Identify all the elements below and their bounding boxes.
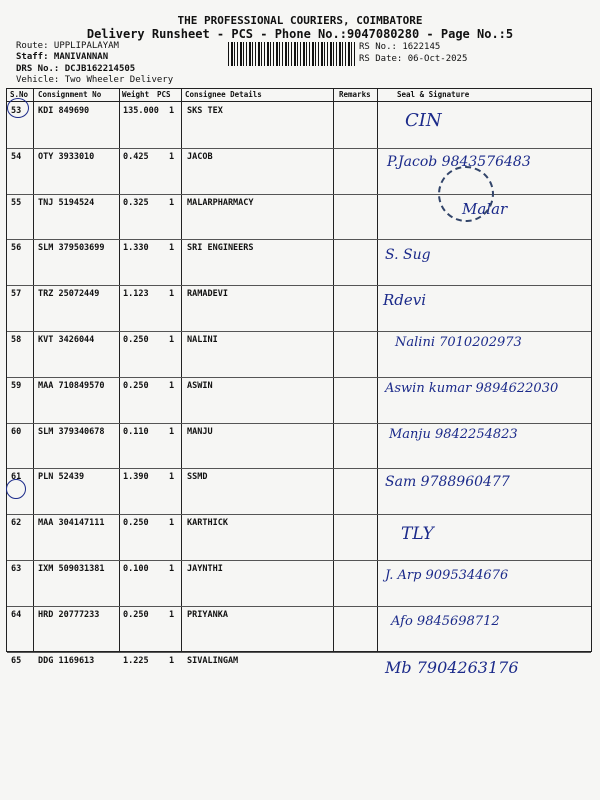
- handwritten-signature: CIN: [405, 110, 442, 131]
- row-weight: 0.100: [123, 564, 149, 574]
- row-consignee: NALINI: [187, 335, 218, 345]
- row-weight: 0.250: [123, 609, 149, 620]
- handwritten-signature: TLY: [401, 524, 434, 545]
- route-label: Route: UPPLIPALAYAM: [16, 41, 119, 51]
- handwritten-signature: S. Sug: [385, 247, 431, 264]
- runsheet-title: Delivery Runsheet - PCS - Phone No.:9047080280 - Page No.:5: [86, 27, 514, 41]
- table-row: [7, 606, 591, 653]
- row-weight: 0.110: [123, 426, 149, 437]
- table-row: [7, 239, 591, 286]
- row-consignee: RAMADEVI: [187, 289, 228, 300]
- row-consignee: PRIYANKA: [187, 609, 228, 620]
- circle-mark: [6, 479, 26, 499]
- table-header: [7, 89, 591, 102]
- row-sno: 60: [11, 426, 22, 437]
- handwritten-signature: Mb 7904263176: [385, 657, 519, 677]
- col-seal: Seal & Signature: [397, 90, 470, 99]
- handwritten-signature: Rdevi: [383, 291, 427, 310]
- table-row: [7, 331, 591, 378]
- col-weight: Weight: [122, 90, 150, 99]
- row-pcs: 1: [169, 335, 175, 345]
- row-pcs: 1: [169, 472, 175, 483]
- row-consignee: SSMD: [187, 472, 208, 483]
- row-weight: 0.250: [123, 518, 149, 529]
- row-consignment: KVT 3426044: [38, 335, 95, 345]
- handwritten-signature: Manju 9842254823: [389, 426, 518, 442]
- row-pcs: 1: [169, 106, 175, 116]
- row-pcs: 1: [169, 518, 175, 529]
- table-row: [7, 560, 591, 607]
- table-row: [7, 652, 591, 698]
- row-consignee: KARTHICK: [187, 518, 228, 529]
- row-weight: 0.425: [123, 151, 149, 162]
- table-row: [7, 194, 591, 241]
- row-pcs: 1: [169, 609, 175, 620]
- row-consignment: SLM 379503699: [38, 243, 105, 254]
- row-consignee: MANJU: [187, 426, 213, 437]
- row-weight: 0.325: [123, 197, 149, 208]
- staff-label: Staff: MANIVANNAN: [16, 52, 109, 62]
- row-weight: 135.000: [123, 106, 159, 116]
- row-weight: 1.330: [123, 243, 149, 254]
- row-consignment: OTY 3933010: [38, 151, 95, 162]
- company-title: THE PROFESSIONAL COURIERS, COIMBATORE: [177, 14, 423, 27]
- col-consignment: Consignment No: [38, 90, 102, 99]
- table-row: [7, 468, 591, 515]
- row-sno: 63: [11, 564, 22, 574]
- row-sno: 54: [11, 151, 22, 162]
- row-pcs: 1: [169, 197, 175, 208]
- row-sno: 65: [11, 655, 22, 666]
- row-pcs: 1: [169, 564, 175, 574]
- table-row: [7, 423, 591, 470]
- table-row: [7, 377, 591, 424]
- row-consignment: PLN 52439: [38, 472, 85, 483]
- row-consignment: HRD 20777233: [38, 609, 100, 620]
- row-consignment: TNJ 5194524: [38, 197, 95, 208]
- table-row: [7, 148, 591, 195]
- row-pcs: 1: [169, 426, 175, 437]
- handwritten-signature: Afo 9845698712: [391, 613, 500, 629]
- runsheet-table: [6, 88, 592, 677]
- row-consignment: MAA 710849570: [38, 380, 105, 391]
- row-consignment: KDI 849690: [38, 106, 90, 116]
- row-pcs: 1: [169, 655, 175, 666]
- row-sno: 59: [11, 380, 22, 391]
- row-weight: 0.250: [123, 380, 149, 391]
- col-remarks: Remarks: [339, 90, 371, 99]
- row-sno: 57: [11, 289, 22, 300]
- row-weight: 0.250: [123, 335, 149, 345]
- row-consignment: IXM 509031381: [38, 564, 105, 574]
- row-sno: 64: [11, 609, 22, 620]
- col-sno: S.No: [10, 90, 29, 99]
- table-row: [7, 285, 591, 332]
- row-sno: 61: [11, 472, 22, 483]
- row-pcs: 1: [169, 243, 175, 254]
- handwritten-signature: Malar: [462, 199, 508, 218]
- row-consignment: TRZ 25072449: [38, 289, 100, 300]
- row-consignment: DDG 1169613: [38, 655, 95, 666]
- row-pcs: 1: [169, 380, 175, 391]
- col-pcs: PCS: [157, 90, 171, 99]
- rs-number: RS No.: 1622145: [359, 42, 441, 52]
- row-consignee: ASWIN: [187, 380, 213, 391]
- row-sno: 53: [11, 106, 22, 116]
- handwritten-signature: Nalini 7010202973: [395, 335, 522, 350]
- barcode: [228, 42, 356, 66]
- handwritten-signature: J. Arp 9095344676: [385, 568, 509, 583]
- vehicle-label: Vehicle: Two Wheeler Delivery: [16, 75, 174, 85]
- rs-date: RS Date: 06-Oct-2025: [359, 54, 468, 64]
- row-consignee: SIVALINGAM: [187, 655, 239, 666]
- row-consignee: MALARPHARMACY: [187, 197, 254, 208]
- col-consignee: Consignee Details: [185, 90, 262, 99]
- drs-label: DRS No.: DCJB162214505: [16, 64, 136, 74]
- row-weight: 1.390: [123, 472, 149, 483]
- row-consignee: SRI ENGINEERS: [187, 243, 254, 254]
- row-consignee: JACOB: [187, 151, 213, 162]
- handwritten-signature: P.Jacob 9843576483: [387, 153, 531, 170]
- table-row: [7, 514, 591, 561]
- row-consignment: MAA 304147111: [38, 518, 105, 529]
- row-consignee: SKS TEX: [187, 106, 223, 116]
- row-weight: 1.225: [123, 655, 149, 666]
- row-sno: 55: [11, 197, 22, 208]
- row-pcs: 1: [169, 151, 175, 162]
- table-row: [7, 102, 591, 149]
- row-consignment: SLM 379340678: [38, 426, 105, 437]
- row-sno: 58: [11, 335, 22, 345]
- handwritten-signature: Aswin kumar 9894622030: [385, 380, 559, 396]
- row-sno: 56: [11, 243, 22, 254]
- row-consignee: JAYNTHI: [187, 564, 223, 574]
- circle-mark: [7, 98, 29, 118]
- row-pcs: 1: [169, 289, 175, 300]
- row-sno: 62: [11, 518, 22, 529]
- handwritten-signature: Sam 9788960477: [385, 474, 510, 491]
- row-weight: 1.123: [123, 289, 149, 300]
